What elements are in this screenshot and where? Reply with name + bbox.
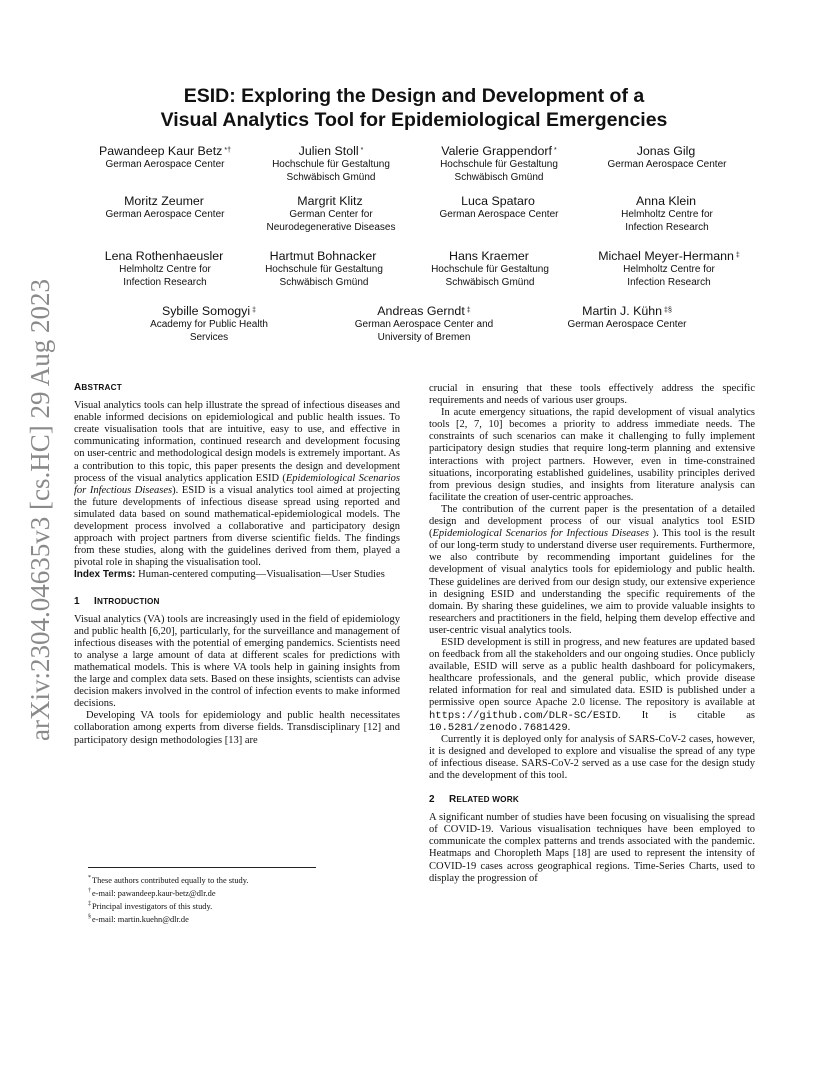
author-affiliation: German Center for <box>289 209 373 220</box>
body-paragraph: crucial in ensuring that these tools effectively address the specific requirements and needs of various user groups. <box>429 383 755 407</box>
left-column <box>74 382 400 747</box>
author <box>70 144 260 172</box>
author <box>239 249 409 289</box>
footnote: †e-mail: pawandeep.kaur-betz@dlr.de <box>88 888 216 898</box>
author-affiliation: University of Bremen <box>377 331 471 343</box>
author-name: Margrit Klitz <box>297 194 363 208</box>
author-name: Lena Rothenhaeusler <box>104 249 224 263</box>
author-affiliation: Helmholtz Centre for <box>621 209 713 220</box>
author <box>405 249 575 289</box>
author-affiliation: Services <box>189 331 229 343</box>
author-name: Anna Klein <box>636 194 696 208</box>
author <box>70 194 260 222</box>
author-name: Jonas Gilg <box>636 144 696 158</box>
author-name: Martin J. Kühn <box>582 304 663 318</box>
author-affiliation: Schwäbisch Gmünd <box>445 276 535 288</box>
author-affiliation: German Aerospace Center <box>567 319 687 330</box>
author <box>582 194 752 234</box>
author-affiliation: German Aerospace Center <box>105 159 225 170</box>
body-paragraph: In acute emergency situations, the rapid development of visual analytics tools [2, 7, 10] becomes a priority to address immediate needs. The constraints of such scenarios can make it challenging to fully implement participatory design studies that require long-term planning and extensive interactions with project partners. However, even in time-constrained situations, incorporating established guidelines, usability principles derived from previous design studies, and insights from literature analysis can facilitate the creation of user-centric approaches. <box>429 407 755 503</box>
title-line-2: Visual Analytics Tool for Epidemiological Emergencies <box>160 109 668 131</box>
author <box>70 249 260 289</box>
author-mark: * <box>360 147 364 154</box>
abstract-text: Visual analytics tools can help illustrate the spread of infectious diseases and enable informed decisions on epidemiological and public health issues. To create visualisation tools that are intuitive, easy to use, and effective in communicating information, continued research and development focusing on user-centric and methodological design models is extremely important. As a contribution to this topic, this paper presents the design and development process of the visual analytics application ESID (Epidemiological Scenarios for Infectious Diseases). ESID is a visual analytics tool aimed at projecting the future developments of infectious disease spread using reported and simulated data based on sound mathematical-epidemiological models. The development process involved a collaborative and participatory design approach with project partners from diverse scientific fields. The findings from these studies, along with the guidelines derived from them, played a pivotal role in shaping the visualisation tool. <box>74 400 401 569</box>
author-affiliation: Hochschule für Gestaltung <box>440 159 558 170</box>
author-name: Julien Stoll <box>298 144 359 158</box>
author-name: Valerie Grappendorf <box>441 144 552 158</box>
author <box>246 194 416 234</box>
author-affiliation: German Aerospace Center <box>439 209 559 220</box>
author-name: Hartmut Bohnacker <box>269 249 377 263</box>
right-column <box>429 383 755 885</box>
author-affiliation: German Aerospace Center <box>105 209 225 220</box>
author-name: Moritz Zeumer <box>124 194 204 208</box>
author-affiliation: Schwäbisch Gmünd <box>279 276 369 288</box>
author-mark: ‡ <box>735 252 740 259</box>
author-name: Michael Meyer-Hermann <box>598 249 734 263</box>
abstract-heading: ABSTRACT <box>74 382 122 393</box>
body-paragraph: Currently it is deployed only for analysis of SARS-CoV-2 cases, however, it is designed and developed to explore and visualise the spread of any type of infectious disease. SARS-CoV-2 served as a use case for the design study and the development of this tool. <box>429 733 755 781</box>
paper-title <box>60 84 768 132</box>
footnote-rule <box>88 867 316 868</box>
author-name: Andreas Gerndt <box>377 304 465 318</box>
introduction-heading: 1 INTRODUCTION <box>74 595 160 607</box>
author <box>414 144 584 184</box>
index-terms-label: Index Terms: <box>74 569 136 581</box>
doi-link[interactable]: 10.5281/zenodo.7681429 <box>429 721 568 734</box>
author-mark: ‡ <box>252 307 257 314</box>
footnote: *These authors contributed equally to the study. <box>88 875 249 885</box>
index-terms <box>74 569 400 581</box>
author-affiliation: Schwäbisch Gmünd <box>454 171 544 183</box>
related-work-paragraph: A significant number of studies have been focusing on visualising the spread of COVID-19. Various visualisation techniques have been employed to communicate the complex patterns and trends associated with the pandemic. Heatmaps and Choropleth Maps [18] are used to represent the intensity of COVID-19 cases across geographical regions. Time-Series Charts, used to display the progression of <box>429 812 755 884</box>
author <box>124 304 294 344</box>
author-mark: ‡ <box>466 307 471 314</box>
author-mark: ‡§ <box>664 307 672 314</box>
author-affiliation: German Aerospace Center and <box>354 319 494 330</box>
author-affiliation: Academy for Public Health <box>150 319 268 330</box>
author <box>414 194 584 222</box>
body-paragraph: The contribution of the current paper is the presentation of a detailed design and development process of our visual analytics tool ESID (Epidemiological Scenarios for Infectious Diseases ). This tool is the result of our long-term study to understand diverse user requirements. Furthermore, we also contribute by recommending important guidelines for the development of visual analytics tools for epidemiology and public health. These guidelines are derived from our design study, our extensive experience in designing ESID and understanding the specific requirements of the domain. By sharing these guidelines, we aim to provide valuable insights to researchers and practitioners in the field, helping them develop effective and user-centric visual analytics tools. <box>429 503 756 636</box>
author-affiliation: Hochschule für Gestaltung <box>272 159 390 170</box>
arxiv-stamp: arXiv:2304.04635v3 [cs.HC] 29 Aug 2023 <box>25 279 55 741</box>
author-affiliation: Helmholtz Centre for <box>623 264 715 275</box>
author-affiliation: Hochschule für Gestaltung <box>265 264 383 275</box>
author-name: Luca Spataro <box>461 194 535 208</box>
author-affiliation: Infection Research <box>123 276 207 288</box>
related-work-heading: 2 RELATED WORK <box>429 794 519 806</box>
author <box>574 249 764 289</box>
author-mark: * <box>553 147 557 154</box>
footnote: §e-mail: martin.kuehn@dlr.de <box>88 914 189 924</box>
author-affiliation: Neurodegenerative Diseases <box>266 221 396 233</box>
author-affiliation: German Aerospace Center <box>607 159 727 170</box>
author-name: Pawandeep Kaur Betz <box>99 144 223 158</box>
introduction-paragraph: Developing VA tools for epidemiology and public health necessitates collaboration among experts from diverse fields. Transdisciplinary [12] and participatory design methodologies [13] are <box>74 710 400 746</box>
title-line-1: ESID: Exploring the Design and Development of a <box>183 85 645 107</box>
author <box>582 144 752 172</box>
footnote: ‡Principal investigators of this study. <box>88 901 213 911</box>
author-name: Sybille Somogyi <box>161 304 251 318</box>
index-terms-text: Human-centered computing—Visualisation—User Studies <box>138 569 385 581</box>
repository-link[interactable]: https://github.com/DLR-SC/ESID <box>429 709 619 722</box>
author <box>246 144 416 184</box>
author-affiliation: Schwäbisch Gmünd <box>286 171 376 183</box>
footnotes <box>88 873 388 925</box>
author <box>329 304 519 344</box>
author-affiliation: Infection Research <box>625 221 709 233</box>
author <box>542 304 712 332</box>
author-mark: *† <box>224 147 231 154</box>
author-affiliation: Helmholtz Centre for <box>119 264 211 275</box>
body-paragraph: ESID development is still in progress, and new features are updated based on feedback from all the stakeholders and our ongoing studies. Once publicly available, ESID will serve as a public health dashboard for policymakers, healthcare professionals, and the general public, which provide disease related information for real and simulated data. ESID is published under a permissive open source Apache 2.0 license. The repository is available at https://github.com/DLR-SC/ESID. It is citable as 10.5281/zenodo.7681429. <box>429 636 755 734</box>
author-affiliation: Infection Research <box>627 276 711 288</box>
author-name: Hans Kraemer <box>449 249 529 263</box>
author-affiliation: Hochschule für Gestaltung <box>431 264 549 275</box>
introduction-paragraph: Visual analytics (VA) tools are increasingly used in the field of epidemiology and public health [6,20], particularly, for the surveillance and management of infectious diseases with the potential of emerging pandemics. Scientists need to analyse a large amount of data at different scales for predictions with mathematical models. This is where VA tools help in gaining insights from the large and complex data sets. Based on these insights, scientists can advise decision makers involved in the control of infection events to make informed decisions. <box>74 613 400 710</box>
